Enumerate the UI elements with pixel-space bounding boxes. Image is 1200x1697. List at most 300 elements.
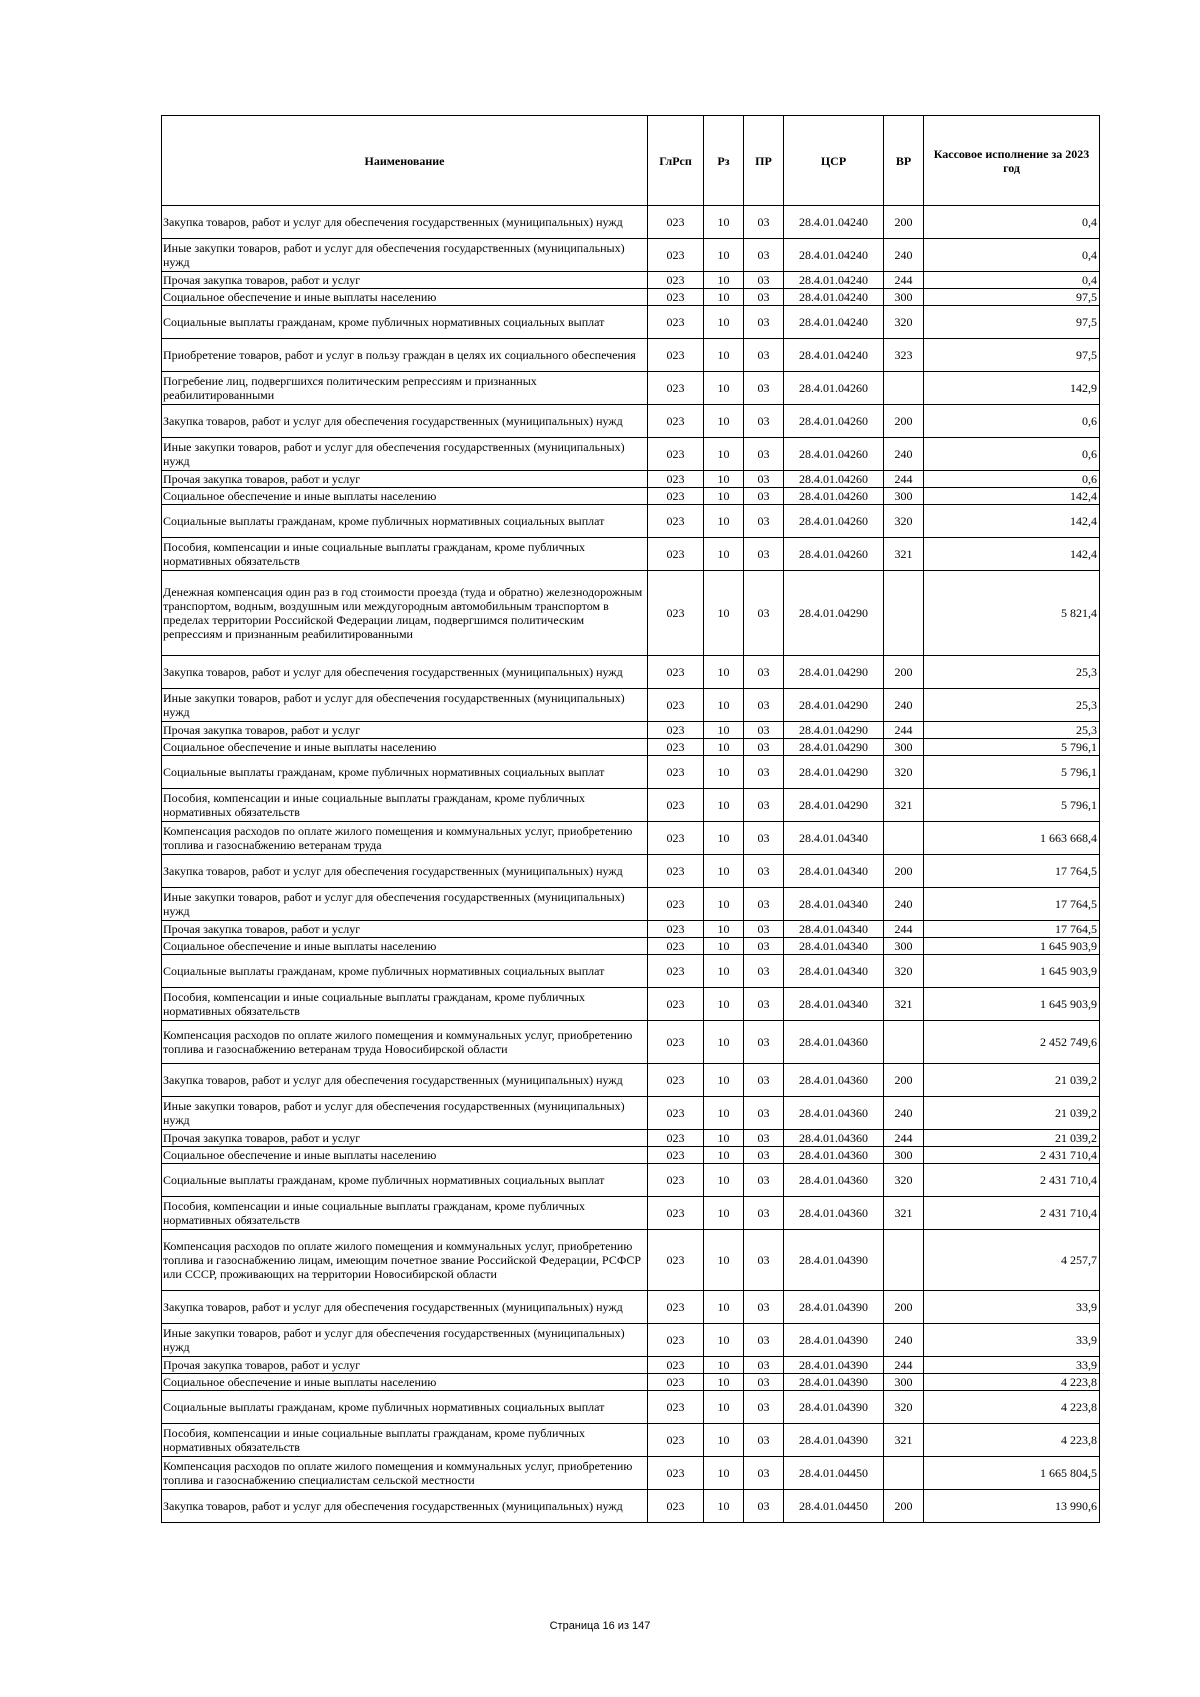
row-rz-cell: 10 (704, 1374, 744, 1391)
row-vr-cell: 300 (884, 488, 924, 505)
row-glrsp-cell: 023 (648, 1457, 704, 1490)
row-sum-cell: 1 645 903,9 (924, 955, 1100, 988)
row-rz-cell: 10 (704, 1097, 744, 1130)
row-pr-cell: 03 (744, 405, 784, 438)
row-rz-cell: 10 (704, 339, 744, 372)
row-csr-cell: 28.4.01.04390 (784, 1391, 884, 1424)
row-name-cell: Компенсация расходов по оплате жилого помещения и коммунальных услуг, приобретению топлива и газоснабжению ветеранам труда (162, 822, 648, 855)
row-pr-cell: 03 (744, 239, 784, 272)
table-row (162, 438, 1100, 471)
row-glrsp-cell: 023 (648, 1490, 704, 1523)
row-vr-cell: 244 (884, 722, 924, 739)
row-csr-cell: 28.4.01.04340 (784, 988, 884, 1021)
row-sum-cell: 21 039,2 (924, 1097, 1100, 1130)
row-csr-cell: 28.4.01.04360 (784, 1021, 884, 1064)
row-pr-cell: 03 (744, 1357, 784, 1374)
row-glrsp-cell: 023 (648, 888, 704, 921)
row-csr-cell: 28.4.01.04260 (784, 488, 884, 505)
table-row (162, 1147, 1100, 1164)
row-rz-cell: 10 (704, 822, 744, 855)
row-name-cell: Иные закупки товаров, работ и услуг для обеспечения государственных (муниципальных) нужд (162, 1324, 648, 1357)
row-name-cell: Социальные выплаты гражданам, кроме публичных нормативных социальных выплат (162, 306, 648, 339)
page-number: Страница 16 из 147 (549, 1620, 651, 1632)
row-rz-cell: 10 (704, 1490, 744, 1523)
row-name-cell: Закупка товаров, работ и услуг для обеспечения государственных (муниципальных) нужд (162, 855, 648, 888)
row-sum-cell: 0,4 (924, 272, 1100, 289)
row-name-cell: Пособия, компенсации и иные социальные выплаты гражданам, кроме публичных нормативных обязательств (162, 1424, 648, 1457)
row-glrsp-cell: 023 (648, 289, 704, 306)
row-glrsp-cell: 023 (648, 789, 704, 822)
row-pr-cell: 03 (744, 938, 784, 955)
row-csr-cell: 28.4.01.04240 (784, 306, 884, 339)
row-name-cell: Социальное обеспечение и иные выплаты населению (162, 488, 648, 505)
row-rz-cell: 10 (704, 405, 744, 438)
table-row (162, 471, 1100, 488)
table-row (162, 1490, 1100, 1523)
row-name-cell: Приобретение товаров, работ и услуг в пользу граждан в целях их социального обеспечения (162, 339, 648, 372)
row-rz-cell: 10 (704, 722, 744, 739)
row-name-cell: Социальные выплаты гражданам, кроме публичных нормативных социальных выплат (162, 1164, 648, 1197)
header-glrsp: ГлРсп (648, 116, 704, 206)
row-sum-cell: 4 257,7 (924, 1230, 1100, 1291)
row-csr-cell: 28.4.01.04390 (784, 1291, 884, 1324)
row-vr-cell: 200 (884, 1291, 924, 1324)
row-name-cell: Прочая закупка товаров, работ и услуг (162, 921, 648, 938)
row-csr-cell: 28.4.01.04390 (784, 1357, 884, 1374)
row-glrsp-cell: 023 (648, 988, 704, 1021)
row-sum-cell: 5 796,1 (924, 756, 1100, 789)
table-row (162, 1424, 1100, 1457)
row-csr-cell: 28.4.01.04390 (784, 1324, 884, 1357)
row-rz-cell: 10 (704, 988, 744, 1021)
row-vr-cell: 200 (884, 656, 924, 689)
table-row (162, 1391, 1100, 1424)
row-name-cell: Прочая закупка товаров, работ и услуг (162, 1357, 648, 1374)
row-pr-cell: 03 (744, 656, 784, 689)
row-rz-cell: 10 (704, 756, 744, 789)
row-rz-cell: 10 (704, 1147, 744, 1164)
row-glrsp-cell: 023 (648, 272, 704, 289)
row-glrsp-cell: 023 (648, 339, 704, 372)
row-name-cell: Социальные выплаты гражданам, кроме публичных нормативных социальных выплат (162, 505, 648, 538)
row-rz-cell: 10 (704, 1021, 744, 1064)
row-rz-cell: 10 (704, 1064, 744, 1097)
row-pr-cell: 03 (744, 1130, 784, 1147)
row-sum-cell: 33,9 (924, 1324, 1100, 1357)
row-rz-cell: 10 (704, 1164, 744, 1197)
row-pr-cell: 03 (744, 988, 784, 1021)
row-vr-cell: 240 (884, 689, 924, 722)
row-name-cell: Социальные выплаты гражданам, кроме публичных нормативных социальных выплат (162, 955, 648, 988)
row-pr-cell: 03 (744, 571, 784, 656)
row-name-cell: Социальное обеспечение и иные выплаты населению (162, 1147, 648, 1164)
row-name-cell: Пособия, компенсации и иные социальные выплаты гражданам, кроме публичных нормативных обязательств (162, 988, 648, 1021)
row-vr-cell: 240 (884, 888, 924, 921)
row-glrsp-cell: 023 (648, 405, 704, 438)
table-row (162, 272, 1100, 289)
table-row (162, 289, 1100, 306)
table-row (162, 339, 1100, 372)
row-csr-cell: 28.4.01.04260 (784, 438, 884, 471)
table-row (162, 1164, 1100, 1197)
row-name-cell: Компенсация расходов по оплате жилого помещения и коммунальных услуг, приобретению топлива и газоснабжению ветеранам труда Новосибирской области (162, 1021, 648, 1064)
row-name-cell: Денежная компенсация один раз в год стоимости проезда (туда и обратно) железнодорожным транспортом, водным, воздушным или междугородным автомобильным транспортом в пределах территории Российской Федерации лицам, подвергшимся политическим репрессиям и признанным реабилитированными (162, 571, 648, 656)
row-name-cell: Прочая закупка товаров, работ и услуг (162, 471, 648, 488)
row-csr-cell: 28.4.01.04290 (784, 571, 884, 656)
row-vr-cell: 320 (884, 1391, 924, 1424)
row-sum-cell: 97,5 (924, 339, 1100, 372)
row-pr-cell: 03 (744, 1021, 784, 1064)
row-csr-cell: 28.4.01.04240 (784, 289, 884, 306)
row-name-cell: Иные закупки товаров, работ и услуг для обеспечения государственных (муниципальных) нужд (162, 689, 648, 722)
row-name-cell: Закупка товаров, работ и услуг для обеспечения государственных (муниципальных) нужд (162, 1064, 648, 1097)
table-row (162, 822, 1100, 855)
row-vr-cell: 320 (884, 1164, 924, 1197)
row-glrsp-cell: 023 (648, 471, 704, 488)
row-name-cell: Компенсация расходов по оплате жилого помещения и коммунальных услуг, приобретению топлива и газоснабжению специалистам сельской местности (162, 1457, 648, 1490)
row-sum-cell: 142,4 (924, 505, 1100, 538)
row-pr-cell: 03 (744, 855, 784, 888)
row-glrsp-cell: 023 (648, 306, 704, 339)
row-glrsp-cell: 023 (648, 505, 704, 538)
row-vr-cell: 200 (884, 206, 924, 239)
table-row (162, 1357, 1100, 1374)
row-rz-cell: 10 (704, 438, 744, 471)
row-vr-cell: 244 (884, 471, 924, 488)
row-sum-cell: 2 431 710,4 (924, 1197, 1100, 1230)
row-csr-cell: 28.4.01.04290 (784, 756, 884, 789)
row-pr-cell: 03 (744, 955, 784, 988)
row-glrsp-cell: 023 (648, 1357, 704, 1374)
row-pr-cell: 03 (744, 1064, 784, 1097)
table-row (162, 405, 1100, 438)
row-rz-cell: 10 (704, 1130, 744, 1147)
row-name-cell: Пособия, компенсации и иные социальные выплаты гражданам, кроме публичных нормативных обязательств (162, 789, 648, 822)
table-row (162, 855, 1100, 888)
row-sum-cell: 2 452 749,6 (924, 1021, 1100, 1064)
row-csr-cell: 28.4.01.04240 (784, 272, 884, 289)
row-vr-cell: 321 (884, 1197, 924, 1230)
row-glrsp-cell: 023 (648, 822, 704, 855)
row-vr-cell: 321 (884, 1424, 924, 1457)
row-name-cell: Прочая закупка товаров, работ и услуг (162, 272, 648, 289)
header-name: Наименование (162, 116, 648, 206)
row-vr-cell: 300 (884, 289, 924, 306)
row-name-cell: Пособия, компенсации и иные социальные выплаты гражданам, кроме публичных нормативных обязательств (162, 1197, 648, 1230)
row-csr-cell: 28.4.01.04340 (784, 855, 884, 888)
row-glrsp-cell: 023 (648, 1391, 704, 1424)
header-vr: ВР (884, 116, 924, 206)
table-row (162, 1130, 1100, 1147)
row-sum-cell: 17 764,5 (924, 888, 1100, 921)
row-vr-cell: 240 (884, 1324, 924, 1357)
row-csr-cell: 28.4.01.04240 (784, 239, 884, 272)
row-glrsp-cell: 023 (648, 1230, 704, 1291)
row-sum-cell: 25,3 (924, 722, 1100, 739)
row-name-cell: Пособия, компенсации и иные социальные выплаты гражданам, кроме публичных нормативных обязательств (162, 538, 648, 571)
row-vr-cell: 240 (884, 1097, 924, 1130)
table-row (162, 1230, 1100, 1291)
row-name-cell: Закупка товаров, работ и услуг для обеспечения государственных (муниципальных) нужд (162, 1291, 648, 1324)
row-sum-cell: 21 039,2 (924, 1130, 1100, 1147)
row-vr-cell (884, 372, 924, 405)
row-csr-cell: 28.4.01.04390 (784, 1374, 884, 1391)
row-vr-cell (884, 1230, 924, 1291)
row-glrsp-cell: 023 (648, 1291, 704, 1324)
row-glrsp-cell: 023 (648, 1097, 704, 1130)
row-rz-cell: 10 (704, 488, 744, 505)
row-rz-cell: 10 (704, 938, 744, 955)
table-row (162, 206, 1100, 239)
row-rz-cell: 10 (704, 571, 744, 656)
table-row (162, 888, 1100, 921)
row-pr-cell: 03 (744, 339, 784, 372)
row-csr-cell: 28.4.01.04360 (784, 1064, 884, 1097)
table-row (162, 988, 1100, 1021)
row-pr-cell: 03 (744, 1164, 784, 1197)
row-glrsp-cell: 023 (648, 1197, 704, 1230)
row-pr-cell: 03 (744, 1291, 784, 1324)
row-rz-cell: 10 (704, 206, 744, 239)
table-row (162, 1197, 1100, 1230)
row-csr-cell: 28.4.01.04450 (784, 1490, 884, 1523)
row-vr-cell: 320 (884, 955, 924, 988)
row-csr-cell: 28.4.01.04290 (784, 656, 884, 689)
table-header-row (162, 116, 1100, 206)
row-sum-cell: 13 990,6 (924, 1490, 1100, 1523)
row-glrsp-cell: 023 (648, 538, 704, 571)
row-sum-cell: 1 663 668,4 (924, 822, 1100, 855)
row-pr-cell: 03 (744, 206, 784, 239)
row-vr-cell: 200 (884, 855, 924, 888)
row-vr-cell: 321 (884, 789, 924, 822)
row-rz-cell: 10 (704, 289, 744, 306)
row-sum-cell: 4 223,8 (924, 1374, 1100, 1391)
row-rz-cell: 10 (704, 855, 744, 888)
row-vr-cell: 240 (884, 239, 924, 272)
row-csr-cell: 28.4.01.04390 (784, 1424, 884, 1457)
row-rz-cell: 10 (704, 471, 744, 488)
row-name-cell: Социальное обеспечение и иные выплаты населению (162, 1374, 648, 1391)
row-glrsp-cell: 023 (648, 921, 704, 938)
row-pr-cell: 03 (744, 438, 784, 471)
row-vr-cell: 300 (884, 1147, 924, 1164)
row-pr-cell: 03 (744, 372, 784, 405)
header-rz: Рз (704, 116, 744, 206)
row-glrsp-cell: 023 (648, 955, 704, 988)
row-glrsp-cell: 023 (648, 855, 704, 888)
row-name-cell: Компенсация расходов по оплате жилого помещения и коммунальных услуг, приобретению топлива и газоснабжению лицам, имеющим почетное звание Российской Федерации, РСФСР или СССР, проживающих на территории Новосибирской области (162, 1230, 648, 1291)
row-pr-cell: 03 (744, 505, 784, 538)
table-body (162, 206, 1100, 1523)
row-glrsp-cell: 023 (648, 571, 704, 656)
row-sum-cell: 5 796,1 (924, 789, 1100, 822)
row-name-cell: Социальное обеспечение и иные выплаты населению (162, 739, 648, 756)
row-vr-cell (884, 1457, 924, 1490)
table-row (162, 656, 1100, 689)
row-csr-cell: 28.4.01.04340 (784, 938, 884, 955)
row-vr-cell (884, 1021, 924, 1064)
row-csr-cell: 28.4.01.04390 (784, 1230, 884, 1291)
row-csr-cell: 28.4.01.04340 (784, 822, 884, 855)
row-sum-cell: 2 431 710,4 (924, 1147, 1100, 1164)
row-csr-cell: 28.4.01.04360 (784, 1130, 884, 1147)
row-sum-cell: 0,4 (924, 206, 1100, 239)
row-sum-cell: 1 645 903,9 (924, 988, 1100, 1021)
table-row (162, 505, 1100, 538)
row-vr-cell: 200 (884, 405, 924, 438)
row-pr-cell: 03 (744, 1424, 784, 1457)
row-vr-cell: 320 (884, 505, 924, 538)
row-csr-cell: 28.4.01.04360 (784, 1197, 884, 1230)
row-rz-cell: 10 (704, 1424, 744, 1457)
row-pr-cell: 03 (744, 1391, 784, 1424)
row-sum-cell: 4 223,8 (924, 1424, 1100, 1457)
row-pr-cell: 03 (744, 306, 784, 339)
row-pr-cell: 03 (744, 822, 784, 855)
row-name-cell: Погребение лиц, подвергшихся политическим репрессиям и признанных реабилитированными (162, 372, 648, 405)
row-rz-cell: 10 (704, 538, 744, 571)
row-glrsp-cell: 023 (648, 372, 704, 405)
table-row (162, 488, 1100, 505)
row-sum-cell: 17 764,5 (924, 855, 1100, 888)
row-name-cell: Социальное обеспечение и иные выплаты населению (162, 289, 648, 306)
row-vr-cell (884, 571, 924, 656)
table-row (162, 239, 1100, 272)
row-name-cell: Социальное обеспечение и иные выплаты населению (162, 938, 648, 955)
row-pr-cell: 03 (744, 1147, 784, 1164)
row-vr-cell: 300 (884, 1374, 924, 1391)
table-row (162, 722, 1100, 739)
row-name-cell: Иные закупки товаров, работ и услуг для обеспечения государственных (муниципальных) нужд (162, 888, 648, 921)
row-rz-cell: 10 (704, 739, 744, 756)
row-pr-cell: 03 (744, 1324, 784, 1357)
row-csr-cell: 28.4.01.04260 (784, 405, 884, 438)
row-glrsp-cell: 023 (648, 1021, 704, 1064)
table-row (162, 571, 1100, 656)
row-sum-cell: 25,3 (924, 689, 1100, 722)
row-name-cell: Прочая закупка товаров, работ и услуг (162, 1130, 648, 1147)
row-pr-cell: 03 (744, 921, 784, 938)
row-sum-cell: 97,5 (924, 306, 1100, 339)
row-pr-cell: 03 (744, 739, 784, 756)
table-row (162, 756, 1100, 789)
row-rz-cell: 10 (704, 789, 744, 822)
row-sum-cell: 97,5 (924, 289, 1100, 306)
row-csr-cell: 28.4.01.04260 (784, 538, 884, 571)
row-sum-cell: 4 223,8 (924, 1391, 1100, 1424)
header-pr: ПР (744, 116, 784, 206)
row-name-cell: Закупка товаров, работ и услуг для обеспечения государственных (муниципальных) нужд (162, 206, 648, 239)
row-csr-cell: 28.4.01.04260 (784, 372, 884, 405)
row-glrsp-cell: 023 (648, 488, 704, 505)
table-row (162, 1324, 1100, 1357)
row-rz-cell: 10 (704, 1357, 744, 1374)
row-csr-cell: 28.4.01.04360 (784, 1164, 884, 1197)
row-csr-cell: 28.4.01.04290 (784, 722, 884, 739)
table-row (162, 789, 1100, 822)
row-glrsp-cell: 023 (648, 1424, 704, 1457)
row-pr-cell: 03 (744, 756, 784, 789)
row-glrsp-cell: 023 (648, 1064, 704, 1097)
row-name-cell: Закупка товаров, работ и услуг для обеспечения государственных (муниципальных) нужд (162, 1490, 648, 1523)
row-rz-cell: 10 (704, 1291, 744, 1324)
row-csr-cell: 28.4.01.04450 (784, 1457, 884, 1490)
row-rz-cell: 10 (704, 272, 744, 289)
row-pr-cell: 03 (744, 289, 784, 306)
row-glrsp-cell: 023 (648, 1164, 704, 1197)
table-row (162, 1374, 1100, 1391)
row-sum-cell: 0,6 (924, 471, 1100, 488)
row-pr-cell: 03 (744, 471, 784, 488)
row-pr-cell: 03 (744, 1490, 784, 1523)
header-csr: ЦСР (784, 116, 884, 206)
row-vr-cell: 321 (884, 538, 924, 571)
table-row (162, 1021, 1100, 1064)
table-row (162, 689, 1100, 722)
row-vr-cell: 244 (884, 921, 924, 938)
row-glrsp-cell: 023 (648, 239, 704, 272)
row-glrsp-cell: 023 (648, 722, 704, 739)
row-glrsp-cell: 023 (648, 756, 704, 789)
row-vr-cell: 200 (884, 1490, 924, 1523)
row-name-cell: Иные закупки товаров, работ и услуг для обеспечения государственных (муниципальных) нужд (162, 438, 648, 471)
row-sum-cell: 0,6 (924, 405, 1100, 438)
row-glrsp-cell: 023 (648, 1147, 704, 1164)
row-sum-cell: 33,9 (924, 1291, 1100, 1324)
row-csr-cell: 28.4.01.04360 (784, 1097, 884, 1130)
row-csr-cell: 28.4.01.04260 (784, 505, 884, 538)
row-glrsp-cell: 023 (648, 938, 704, 955)
row-vr-cell: 244 (884, 272, 924, 289)
row-rz-cell: 10 (704, 1197, 744, 1230)
row-pr-cell: 03 (744, 722, 784, 739)
row-pr-cell: 03 (744, 789, 784, 822)
row-sum-cell: 0,4 (924, 239, 1100, 272)
row-vr-cell: 240 (884, 438, 924, 471)
row-csr-cell: 28.4.01.04290 (784, 689, 884, 722)
row-rz-cell: 10 (704, 1457, 744, 1490)
row-rz-cell: 10 (704, 955, 744, 988)
row-glrsp-cell: 023 (648, 1374, 704, 1391)
row-name-cell: Иные закупки товаров, работ и услуг для обеспечения государственных (муниципальных) нужд (162, 239, 648, 272)
table-row (162, 538, 1100, 571)
row-sum-cell: 21 039,2 (924, 1064, 1100, 1097)
row-vr-cell: 244 (884, 1130, 924, 1147)
row-glrsp-cell: 023 (648, 206, 704, 239)
row-glrsp-cell: 023 (648, 438, 704, 471)
row-rz-cell: 10 (704, 1324, 744, 1357)
row-csr-cell: 28.4.01.04290 (784, 739, 884, 756)
table-row (162, 739, 1100, 756)
row-rz-cell: 10 (704, 888, 744, 921)
row-pr-cell: 03 (744, 888, 784, 921)
row-vr-cell: 200 (884, 1064, 924, 1097)
row-name-cell: Прочая закупка товаров, работ и услуг (162, 722, 648, 739)
header-cash-execution: Кассовое исполнение за 2023 год (924, 116, 1100, 206)
row-rz-cell: 10 (704, 689, 744, 722)
row-csr-cell: 28.4.01.04340 (784, 955, 884, 988)
row-glrsp-cell: 023 (648, 656, 704, 689)
row-csr-cell: 28.4.01.04260 (784, 471, 884, 488)
table-row (162, 306, 1100, 339)
row-vr-cell (884, 822, 924, 855)
row-name-cell: Социальные выплаты гражданам, кроме публичных нормативных социальных выплат (162, 1391, 648, 1424)
row-glrsp-cell: 023 (648, 1324, 704, 1357)
row-name-cell: Закупка товаров, работ и услуг для обеспечения государственных (муниципальных) нужд (162, 656, 648, 689)
table-row (162, 938, 1100, 955)
row-pr-cell: 03 (744, 538, 784, 571)
